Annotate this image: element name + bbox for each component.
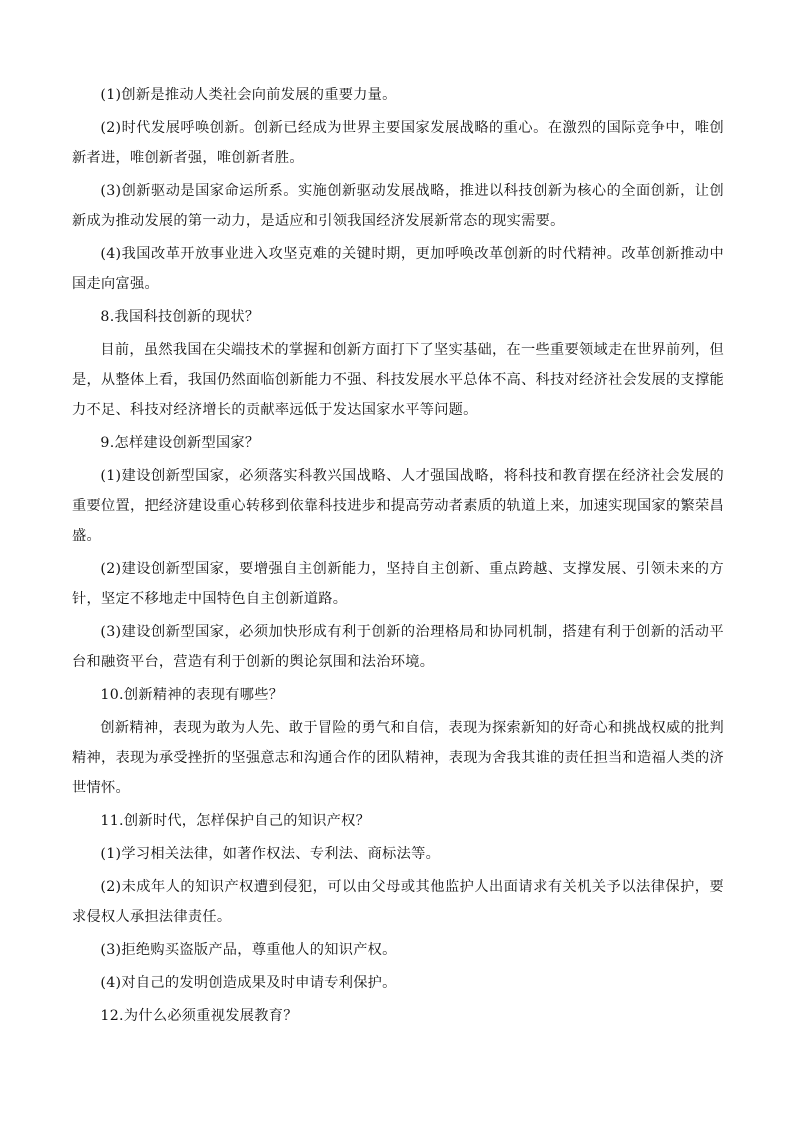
answer-11-paragraph-1: (1)学习相关法律，如著作权法、专利法、商标法等。 (100, 846, 441, 862)
answer-8-paragraph: 目前，虽然我国在尖端技术的掌握和创新方面打下了坚实基础，在一些重要领域走在世界前列，但是，从整体上看，我国仍然面临创新能力不强、科技发展水平总体不高、科技对经济社会发展的支撑能力不足、科技对经济增长的贡献率远低于发达国家水平等问题。 (72, 342, 724, 418)
question-8-heading: 8.我国科技创新的现状？ (100, 309, 260, 325)
answer-10-paragraph: 创新精神，表现为敢为人先、敢于冒险的勇气和自信，表现为探索新知的好奇心和挑战权威的批判精神，表现为承受挫折的坚强意志和沟通合作的团队精神，表现为舍我其谁的责任担当和造福人类的济世情怀。 (72, 720, 724, 796)
paragraph-innovation-reason-3: (3)创新驱动是国家命运所系。实施创新驱动发展战略，推进以科技创新为核心的全面创新，让创新成为推动发展的第一动力，是适应和引领我国经济发展新常态的现实需要。 (72, 183, 724, 229)
paragraph-innovation-reason-2: (2)时代发展呼唤创新。创新已经成为世界主要国家发展战略的重心。在激烈的国际竞争中，唯创新者进，唯创新者强，唯创新者胜。 (72, 120, 724, 166)
paragraph-innovation-reason-1: (1)创新是推动人类社会向前发展的重要力量。 (100, 87, 397, 103)
paragraph-innovation-reason-4: (4)我国改革开放事业进入攻坚克难的关键时期，更加呼唤改革创新的时代精神。改革创新推动中国走向富强。 (72, 246, 724, 292)
answer-11-paragraph-2: (2)未成年人的知识产权遭到侵犯，可以由父母或其他监护人出面请求有关机关予以法律保护，要求侵权人承担法律责任。 (72, 879, 724, 925)
question-9-heading: 9.怎样建设创新型国家？ (100, 435, 260, 451)
answer-9-paragraph-2: (2)建设创新型国家，要增强自主创新能力，坚持自主创新、重点跨越、支撑发展、引领未来的方针，坚定不移地走中国特色自主创新道路。 (72, 561, 724, 607)
question-10-heading: 10.创新精神的表现有哪些？ (100, 687, 284, 703)
answer-9-paragraph-3: (3)建设创新型国家，必须加快形成有利于创新的治理格局和协同机制，搭建有利于创新的活动平台和融资平台，营造有利于创新的舆论氛围和法治环境。 (72, 624, 724, 670)
question-11-heading: 11.创新时代，怎样保护自己的知识产权？ (100, 813, 371, 829)
answer-9-paragraph-1: (1)建设创新型国家，必须落实科教兴国战略、人才强国战略，将科技和教育摆在经济社会发展的重要位置，把经济建设重心转移到依靠科技进步和提高劳动者素质的轨道上来，加速实现国家的繁荣昌盛。 (72, 468, 724, 544)
answer-11-paragraph-3: (3)拒绝购买盗版产品，尊重他人的知识产权。 (100, 942, 397, 958)
document-body (72, 80, 724, 1034)
answer-11-paragraph-4: (4)对自己的发明创造成果及时申请专利保护。 (100, 975, 397, 991)
question-12-heading: 12.为什么必须重视发展教育？ (100, 1008, 298, 1024)
